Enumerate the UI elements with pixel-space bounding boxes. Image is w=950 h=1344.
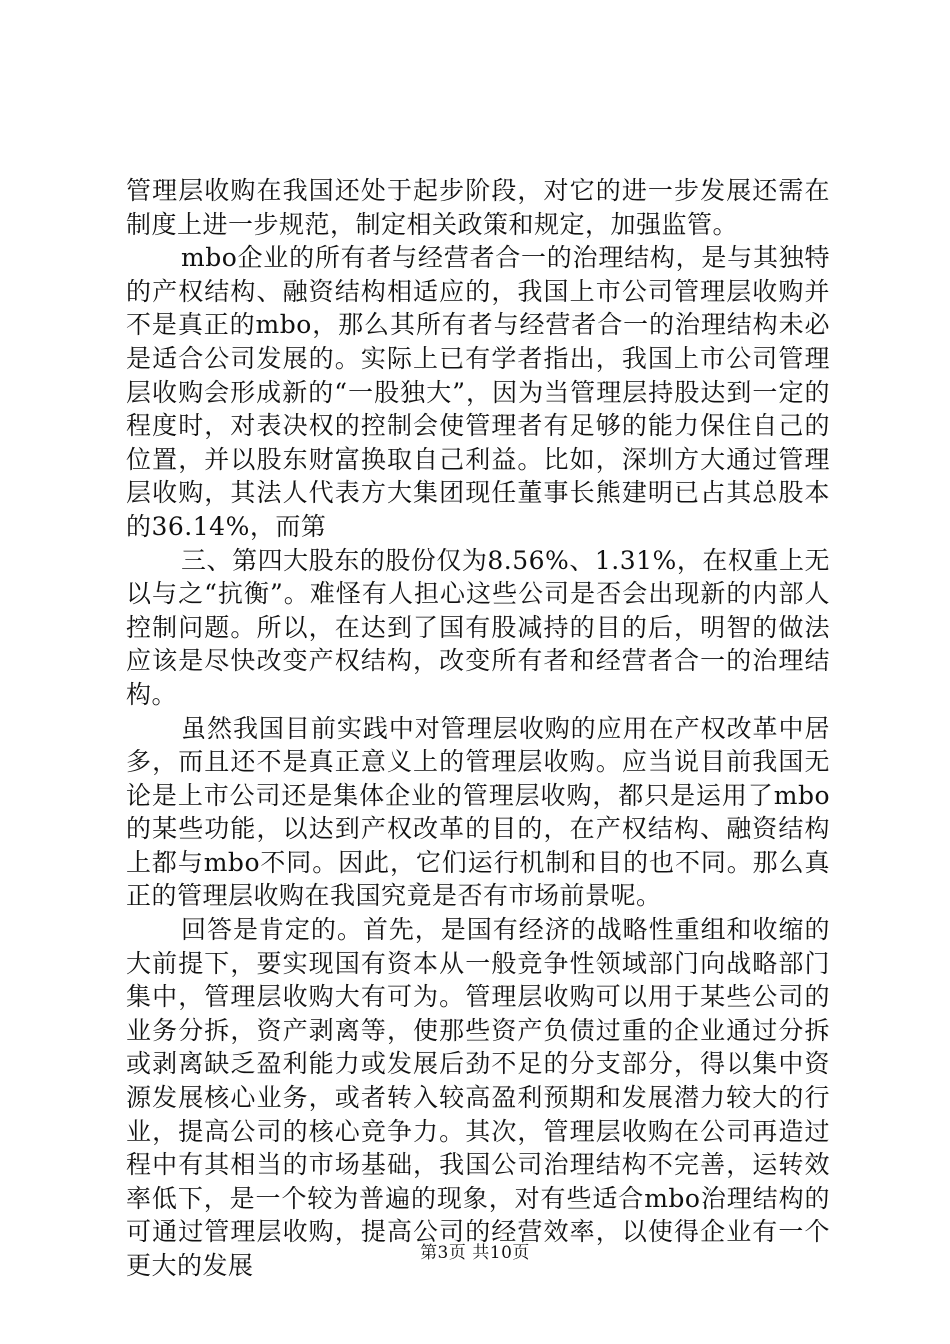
paragraph-4: 虽然我国目前实践中对管理层收购的应用在产权改革中居多，而且还不是真正意义上的管理层收购。应当说目前我国无论是上市公司还是集体企业的管理层收购，都只是运用了mbo的某些功能，以达到产权改革的目的，在产权结构、融资结构上都与mbo不同。因此，它们运行机制和目的也不同。那么真正的管理层收购在我国究竟是否有市场前景呢。 <box>126 713 830 911</box>
body-text <box>126 174 830 1283</box>
paragraph-3: 三、第四大股东的股份仅为8.56%、1.31%，在权重上无以与之“抗衡”。难怪有人担心这些公司是否会出现新的内部人控制问题。所以，在达到了国有股减持的目的后，明智的做法应该是尽快改变产权结构，改变所有者和经营者合一的治理结构。 <box>126 545 830 709</box>
paragraph-1: 管理层收购在我国还处于起步阶段，对它的进一步发展还需在制度上进一步规范，制定相关政策和规定，加强监管。 <box>126 176 830 239</box>
page-footer: 第3页 共10页 <box>420 1243 530 1263</box>
paragraph-5: 回答是肯定的。首先，是国有经济的战略性重组和收缩的大前提下，要实现国有资本从一般竞争性领域部门向战略部门集中，管理层收购大有可为。管理层收购可以用于某些公司的业务分拆，资产剥离等，使那些资产负债过重的企业通过分拆或剥离缺乏盈利能力或发展后劲不足的分支部分，得以集中资源发展核心业务，或者转入较高盈利预期和发展潜力较大的行业，提高公司的核心竞争力。其次，管理层收购在公司再造过程中有其相当的市场基础，我国公司治理结构不完善，运转效率低下，是一个较为普遍的现象，对有些适合mbo治理结构的可通过管理层收购，提高公司的经营效率，以使得企业有一个更大的发展 <box>126 915 830 1280</box>
paragraph-2: mbo企业的所有者与经营者合一的治理结构，是与其独特的产权结构、融资结构相适应的，我国上市公司管理层收购并不是真正的mbo，那么其所有者与经营者合一的治理结构未必是适合公司发展的。实际上已有学者指出，我国上市公司管理层收购会形成新的“一股独大”，因为当管理层持股达到一定的程度时，对表决权的控制会使管理者有足够的能力保住自己的位置，并以股东财富换取自己利益。比如，深圳方大通过管理层收购，其法人代表方大集团现任董事长熊建明已占其总股本的36.14%，而第 <box>126 243 830 541</box>
